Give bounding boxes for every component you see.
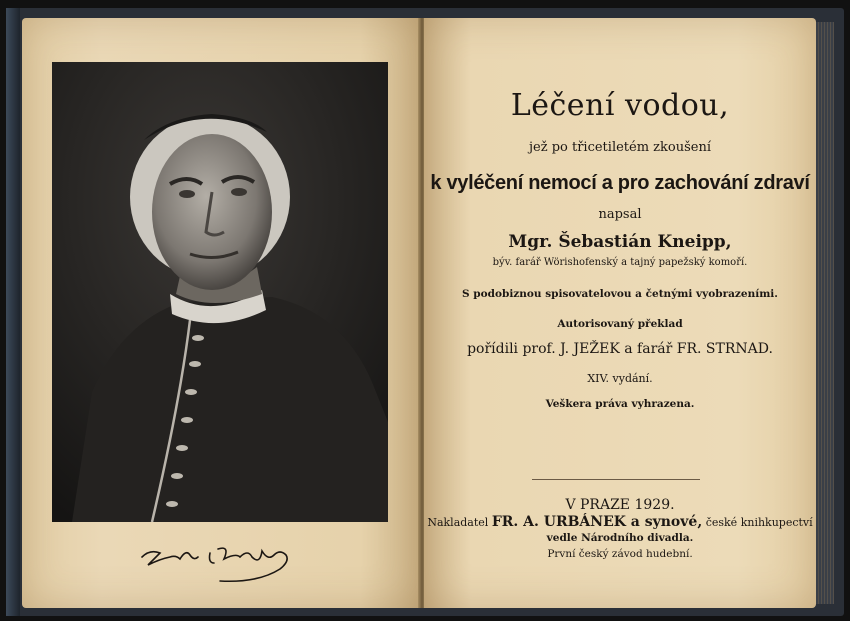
subtitle-line-2: k vyléčení nemocí a pro zachování zdraví [430,172,810,194]
rights-notice: Veškera práva vyhrazena. [545,398,695,410]
publisher-prefix: Nakladatel [427,516,489,529]
written-by-label: napsal [598,207,642,222]
portrait-photo [52,62,388,522]
edition: XIV. vydání. [587,372,653,385]
author-signature [140,535,300,590]
subtitle-line-1: jež po třicetiletém zkoušení [529,140,711,155]
place-year: V PRAZE 1929. [565,497,675,513]
publisher-line [424,514,816,530]
publisher-name: FR. A. URBÁNEK a synové, [491,514,703,530]
author-name: Mgr. Šebastián Kneipp, [508,232,732,252]
book-title: Léčení vodou, [510,88,730,123]
translators: pořídili prof. J. JEŽEK a farář FR. STRNAD. [467,341,773,357]
author-info: býv. farář Wörishofenský a tajný papežský komoří. [492,257,748,268]
publisher-suffix: české knihkupectví [705,516,813,529]
publisher-firm: První český závod hudební. [547,548,693,560]
signature-drawing [140,535,300,590]
translation-note: Autorisovaný překlad [557,318,683,330]
divider-rule [532,479,700,480]
author-portrait [52,62,388,522]
publisher-address: vedle Národního divadla. [546,532,694,544]
portrait-note: S podobiznou spisovatelovou a četnými vyobrazeními. [462,288,778,300]
book-spine-edge [6,8,20,616]
page-stack-edge [816,22,834,604]
